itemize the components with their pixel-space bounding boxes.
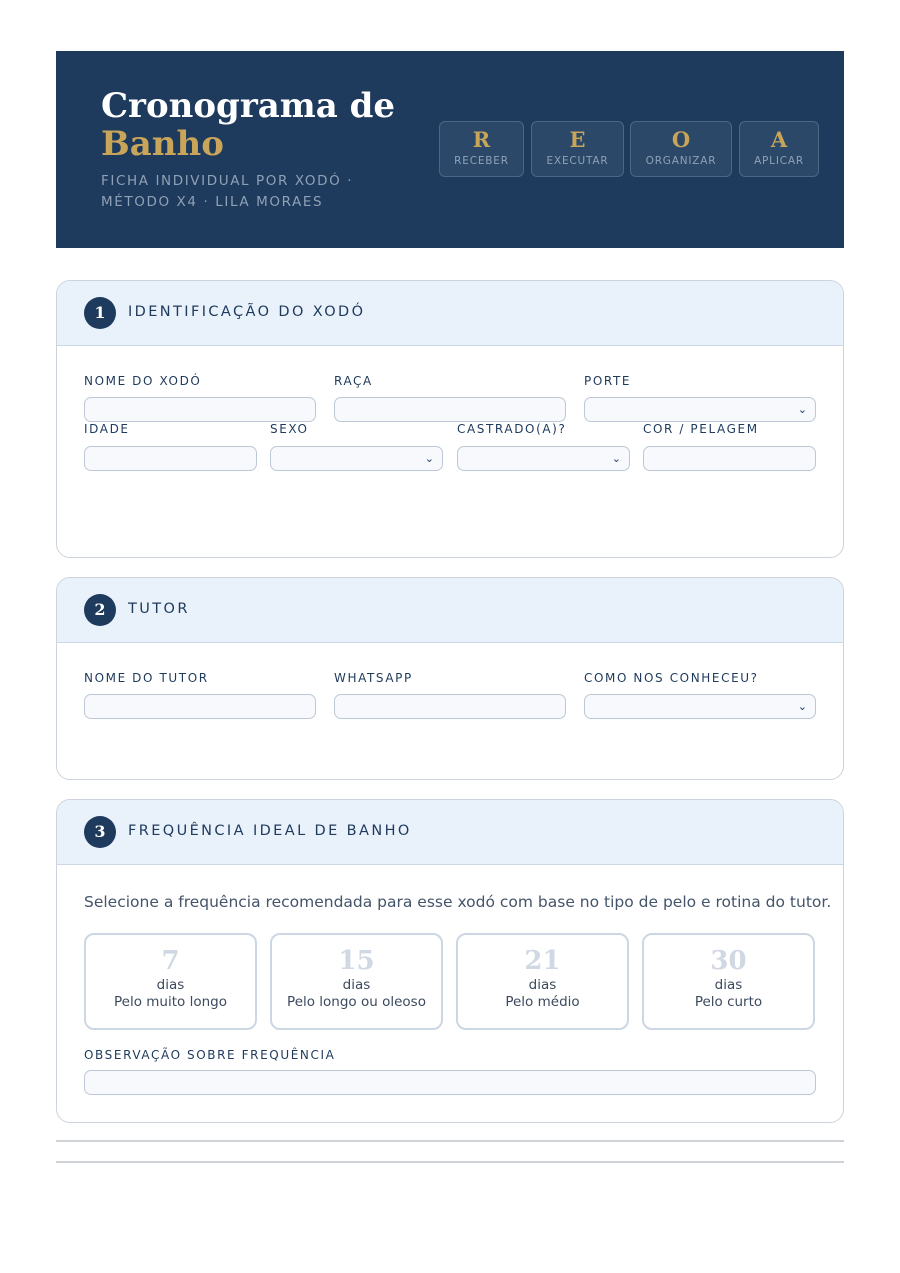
- chevron-down-icon: ⌄: [424, 452, 434, 465]
- label-como-conheceu: COMO NOS CONHECEU?: [584, 671, 759, 685]
- label-sexo: SEXO: [270, 422, 309, 436]
- badge-letter: R: [472, 127, 491, 152]
- option-desc: Pelo muito longo: [114, 994, 227, 1010]
- cor-pelagem-input[interactable]: [643, 446, 816, 471]
- page-title: [101, 87, 395, 163]
- section-frequencia: [56, 799, 844, 1123]
- como-conheceu-select[interactable]: [584, 694, 816, 719]
- label-nome-tutor: NOME DO TUTOR: [84, 671, 209, 685]
- whatsapp-input[interactable]: [334, 694, 566, 719]
- option-desc: Pelo longo ou oleoso: [287, 994, 426, 1010]
- chevron-down-icon: ⌄: [797, 700, 807, 713]
- chevron-down-icon: ⌄: [797, 403, 807, 416]
- label-cor-pelagem: COR / PELAGEM: [643, 422, 759, 436]
- divider-line: [56, 1161, 844, 1163]
- label-castrado: CASTRADO(A)?: [457, 422, 567, 436]
- badge-organizar: [630, 121, 732, 177]
- label-whatsapp: WHATSAPP: [334, 671, 413, 685]
- chevron-down-icon: ⌄: [611, 452, 621, 465]
- castrado-select[interactable]: [457, 446, 630, 471]
- option-unit: dias: [342, 977, 371, 993]
- frequencia-option-21[interactable]: [456, 933, 629, 1030]
- section-tutor: [56, 577, 844, 780]
- porte-select[interactable]: [584, 397, 816, 422]
- option-desc: Pelo curto: [694, 994, 763, 1010]
- badge-aplicar: [739, 121, 819, 177]
- title-line-1: Cronograma de: [101, 86, 396, 126]
- option-desc: Pelo médio: [505, 994, 580, 1010]
- label-porte: PORTE: [584, 374, 632, 388]
- page-header: [56, 51, 844, 248]
- option-days: 30: [710, 946, 747, 976]
- option-days: 21: [524, 946, 561, 976]
- section-header: [57, 578, 843, 643]
- section-number: 1: [84, 297, 116, 329]
- frequencia-option-30[interactable]: [642, 933, 815, 1030]
- raca-input[interactable]: [334, 397, 566, 422]
- section-title: TUTOR: [128, 601, 190, 617]
- section-title: IDENTIFICAÇÃO DO XODÓ: [128, 304, 366, 320]
- title-line-2: Banho: [101, 124, 224, 164]
- nome-tutor-input[interactable]: [84, 694, 316, 719]
- badge-receber: [439, 121, 524, 177]
- badge-letter: A: [770, 127, 788, 152]
- section-number: 3: [84, 816, 116, 848]
- section-identificacao: [56, 280, 844, 558]
- frequencia-intro: Selecione a frequência recomendada para esse xodó com base no tipo de pelo e rotina do tutor.: [84, 893, 832, 911]
- badge-word: ORGANIZAR: [645, 155, 717, 167]
- option-days: 15: [338, 946, 375, 976]
- label-raca: RAÇA: [334, 374, 373, 388]
- option-days: 7: [161, 946, 180, 976]
- nome-xodo-input[interactable]: [84, 397, 316, 422]
- page-subtitle: FICHA INDIVIDUAL POR XODÓ · MÉTODO X4 · LILA MORAES: [101, 173, 354, 210]
- badge-letter: E: [569, 127, 586, 152]
- badge-word: EXECUTAR: [546, 155, 609, 167]
- section-number: 2: [84, 594, 116, 626]
- label-observacao: OBSERVAÇÃO SOBRE FREQUÊNCIA: [84, 1048, 336, 1062]
- badge-word: RECEBER: [454, 155, 509, 167]
- option-unit: dias: [714, 977, 743, 993]
- section-header: [57, 281, 843, 346]
- label-nome-xodo: NOME DO XODÓ: [84, 374, 202, 388]
- idade-input[interactable]: [84, 446, 257, 471]
- section-title: FREQUÊNCIA IDEAL DE BANHO: [128, 823, 412, 839]
- frequencia-option-15[interactable]: [270, 933, 443, 1030]
- badge-executar: [531, 121, 624, 177]
- badge-word: APLICAR: [754, 155, 804, 167]
- label-idade: IDADE: [84, 422, 130, 436]
- observacao-input[interactable]: [84, 1070, 816, 1095]
- sexo-select[interactable]: [270, 446, 443, 471]
- section-header: [57, 800, 843, 865]
- option-unit: dias: [156, 977, 185, 993]
- option-unit: dias: [528, 977, 557, 993]
- badge-letter: O: [671, 127, 691, 152]
- divider-line: [56, 1140, 844, 1142]
- frequencia-option-7[interactable]: [84, 933, 257, 1030]
